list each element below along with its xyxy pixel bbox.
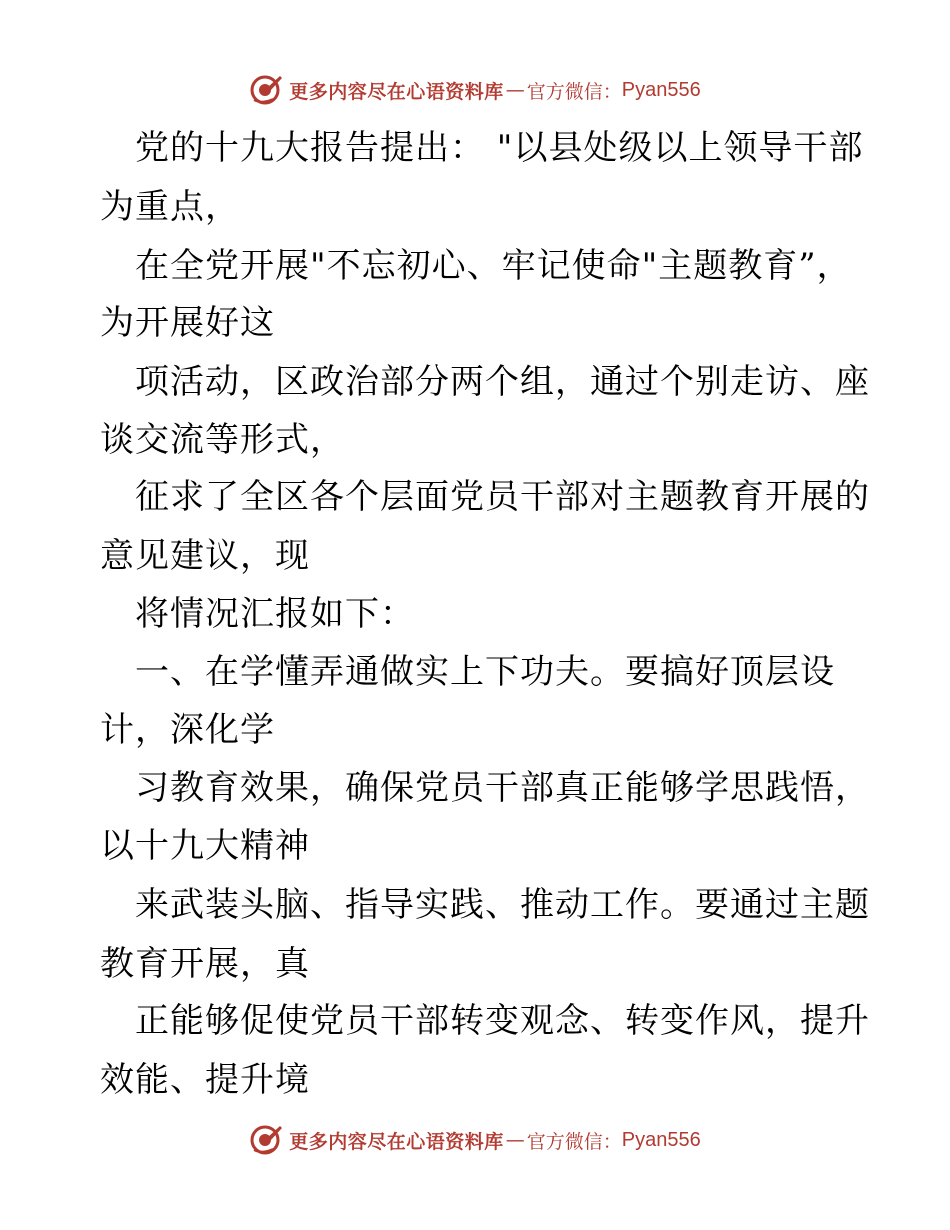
body-line: 项活动，区政治部分两个组，通过个别走访、座 [135, 362, 870, 402]
watermark-brand: 更多内容尽在心语资料库 [289, 80, 504, 103]
watermark-account: Pyan556 [621, 1128, 701, 1151]
watermark-account: Pyan556 [621, 78, 701, 101]
body-line: 意见建议，现 [100, 536, 310, 576]
body-line: 在全党开展"不忘初心、牢记使命"主题教育”， [135, 246, 852, 286]
body-line: 以十九大精神 [100, 826, 310, 866]
body-line: 党的十九大报告提出： "以县处级以上领导干部 [135, 128, 864, 168]
watermark-separator: — [505, 79, 525, 101]
header-watermark [0, 70, 950, 110]
footer-watermark [0, 1120, 950, 1160]
watermark-separator: — [505, 1129, 525, 1151]
body-line: 计，深化学 [100, 710, 275, 750]
pen-logo-icon [249, 73, 283, 107]
watermark-label: 官方微信： [526, 80, 622, 103]
watermark-brand: 更多内容尽在心语资料库 [289, 1130, 504, 1153]
pen-logo-icon [249, 1123, 283, 1157]
body-line: 正能够促使党员干部转变观念、转变作风，提升 [135, 1001, 870, 1041]
body-line: 为重点， [100, 187, 240, 227]
body-line: 将情况汇报如下： [135, 594, 415, 634]
body-line: 习教育效果，确保党员干部真正能够学思践悟， [135, 768, 870, 808]
body-line: 为开展好这 [100, 303, 275, 343]
body-line: 征求了全区各个层面党员干部对主题教育开展的 [135, 477, 870, 517]
body-line: 来武装头脑、指导实践、推动工作。要通过主题 [135, 885, 870, 925]
body-line: 教育开展，真 [100, 944, 310, 984]
body-line: 效能、提升境 [100, 1060, 310, 1100]
body-line: 一、在学懂弄通做实上下功夫。要搞好顶层设 [135, 652, 835, 692]
watermark-label: 官方微信： [526, 1130, 622, 1153]
body-line: 谈交流等形式， [100, 420, 345, 460]
